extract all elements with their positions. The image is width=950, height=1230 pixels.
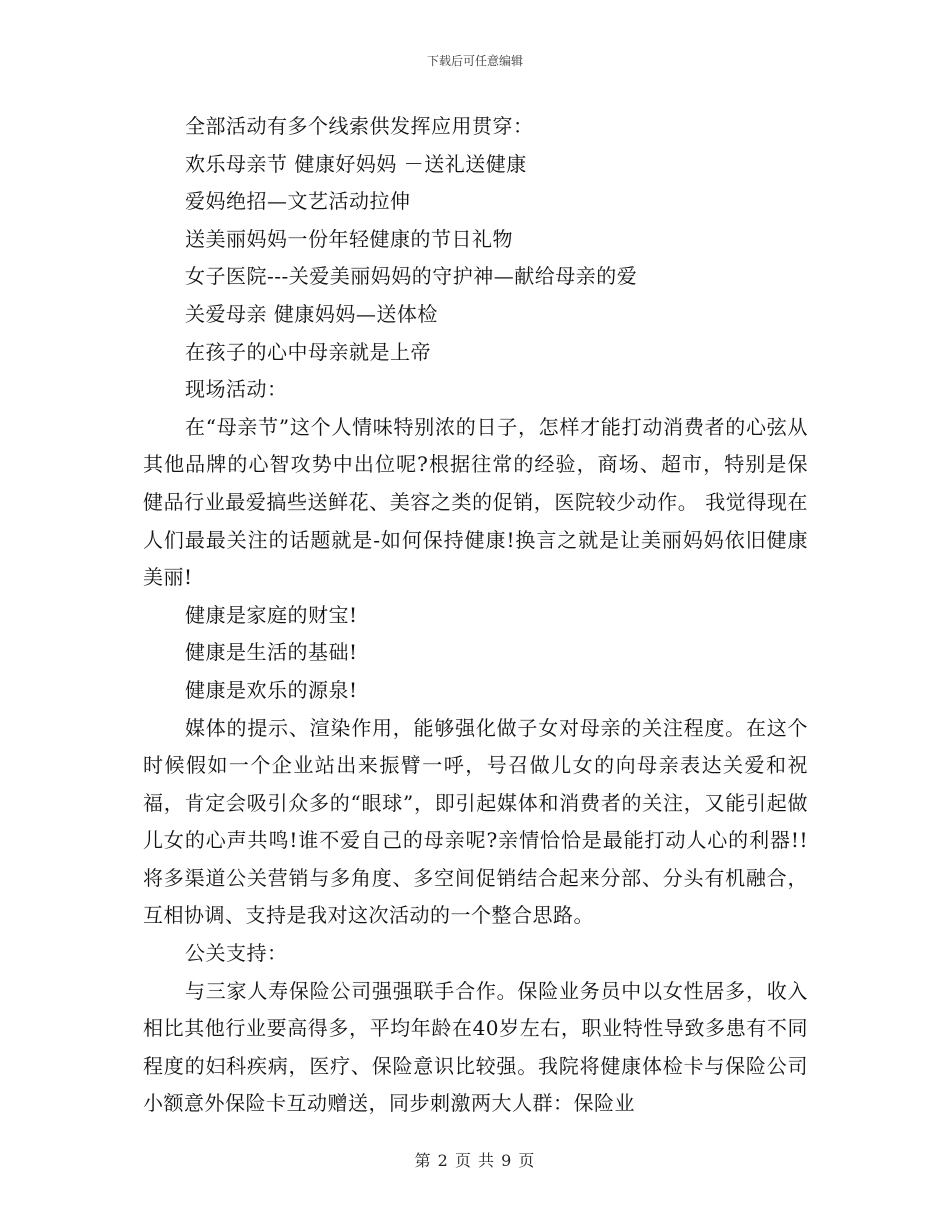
paragraph: 媒体的提示、渲染作用，能够强化做子女对母亲的关注程度。在这个时候假如一个企业站出来振臂一呼，号召做儿女的向母亲表达关爱和祝福，肯定会吸引众多的“眼球”，即引起媒体和消费者的关注，又能引起做儿女的心声共鸣!谁不爱自己的母亲呢?亲情恰恰是最能打动人心的利器!!将多渠道公关营销与多角度、多空间促销结合起来分部、分头有机融合，互相协调、支持是我对这次活动的一个整合思路。 [143,715,808,928]
paragraph: 健康是生活的基础! [185,640,358,665]
paragraph: 关爱母亲 健康妈妈—送体检 [185,301,438,326]
paragraph: 健康是家庭的财宝! [185,602,358,627]
section-heading: 公关支持： [185,941,288,966]
page-header: 下载后可任意编辑 [426,54,523,68]
paragraph: 健康是欢乐的源泉! [185,677,358,702]
paragraph: 在孩子的心中母亲就是上帝 [185,339,431,364]
paragraph: 送美丽妈妈一份年轻健康的节日礼物 [185,226,513,251]
paragraph: 女子医院---关爱美丽妈妈的守护神—献给母亲的爱 [185,264,638,289]
paragraph: 与三家人寿保险公司强强联手合作。保险业务员中以女性居多，收入相比其他行业要高得多，平均年龄在40岁左右，职业特性导致多患有不同程度的妇科疾病，医疗、保险意识比较强。我院将健康体检卡与保险公司小额意外保险卡互动赠送，同步刺激两大人群：保险业 [143,978,808,1116]
paragraph: 全部活动有多个线索供发挥应用贯穿： [185,114,534,138]
section-heading: 现场活动： [185,377,288,402]
paragraph: 欢乐母亲节 健康好妈妈 －送礼送健康 [185,151,527,176]
page-number: 第 2 页 共 9 页 [414,1151,536,1170]
paragraph: 在“母亲节”这个人情味特别浓的日子，怎样才能打动消费者的心弦从其他品牌的心智攻势中出位呢?根据往常的经验，商场、超市，特别是保健品行业最爱搞些送鲜花、美容之类的促销，医院较少动作。 我觉得现在人们最最关注的话题就是-如何保持健康!换言之就是让美丽妈妈依旧健康美丽! [143,414,808,590]
paragraph: 爱妈绝招—文艺活动拉伸 [185,189,411,214]
document-body [143,108,808,1123]
